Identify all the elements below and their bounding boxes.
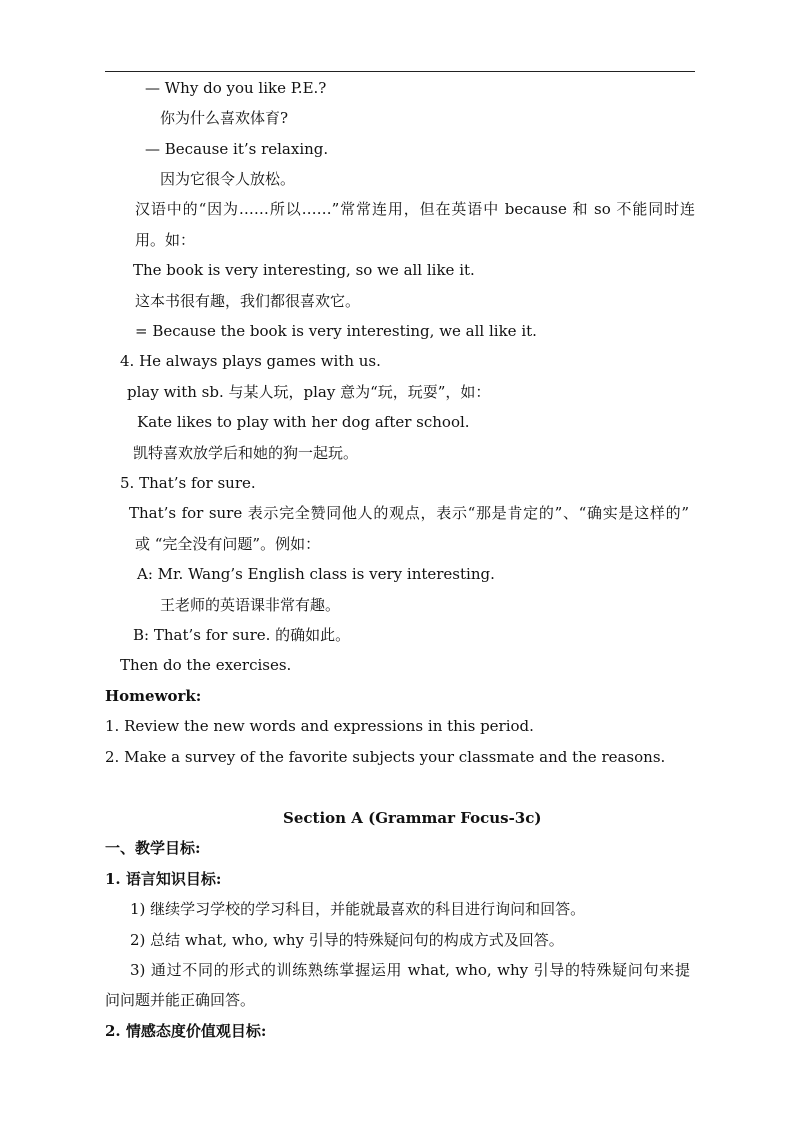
dialogue-question-en: — Why do you like P.E.?	[145, 79, 327, 97]
goal-1: 1) 继续学习学校的学习科目，并能就最喜欢的科目进行询问和回答。	[130, 900, 586, 918]
goal-3: 3) 通过不同的形式的训练熟练掌握运用 what, who, why 引导的特殊疑问句来提	[130, 961, 690, 979]
exercises-line: Then do the exercises.	[120, 656, 292, 674]
example-b: B: That’s for sure. 的确如此。	[133, 626, 351, 644]
example-because-en: = Because the book is very interesting, we all like it.	[135, 322, 537, 340]
play-example-zh: 凯特喜欢放学后和她的狗一起玩。	[133, 444, 359, 462]
section-title: Section A (Grammar Focus-3c)	[283, 809, 542, 827]
dialogue-answer-en: — Because it’s relaxing.	[145, 140, 329, 158]
emotional-goals-heading: 2. 情感态度价值观目标:	[105, 1022, 267, 1040]
teaching-goals-heading: 一、教学目标:	[105, 839, 201, 857]
point-5-heading: 5. That’s for sure.	[120, 474, 256, 492]
goal-3-cont: 问问题并能正确回答。	[105, 991, 256, 1009]
goal-2: 2) 总结 what, who, why 引导的特殊疑问句的构成方式及回答。	[130, 931, 564, 949]
language-goals-heading: 1. 语言知识目标:	[105, 870, 222, 888]
example-a-zh: 王老师的英语课非常有趣。	[160, 596, 341, 614]
header-rule	[105, 71, 695, 72]
because-note: 汉语中的“因为……所以……”常常连用，但在英语中 because 和 so 不能同时连	[135, 200, 695, 218]
dialogue-question-zh: 你为什么喜欢体育?	[160, 109, 289, 127]
point-4-heading: 4. He always plays games with us.	[120, 352, 381, 370]
homework-item-1: 1. Review the new words and expressions in this period.	[105, 717, 534, 735]
homework-heading: Homework:	[105, 687, 202, 705]
example-so-en: The book is very interesting, so we all like it.	[133, 261, 475, 279]
play-example-en: Kate likes to play with her dog after school.	[137, 413, 470, 431]
homework-item-2: 2. Make a survey of the favorite subjects your classmate and the reasons.	[105, 748, 666, 766]
example-so-zh: 这本书很有趣，我们都很喜欢它。	[135, 292, 361, 310]
example-a-en: A: Mr. Wang’s English class is very interesting.	[137, 565, 495, 583]
for-sure-note: That’s for sure 表示完全赞同他人的观点，表示“那是肯定的”、“确实是这样的”	[129, 504, 689, 522]
play-with-note: play with sb. 与某人玩，play 意为“玩，玩耍”，如：	[127, 383, 491, 401]
dialogue-answer-zh: 因为它很令人放松。	[160, 170, 296, 188]
because-note-cont: 用。如：	[135, 231, 196, 249]
for-sure-note-cont: 或 “完全没有问题”。例如：	[135, 535, 321, 553]
